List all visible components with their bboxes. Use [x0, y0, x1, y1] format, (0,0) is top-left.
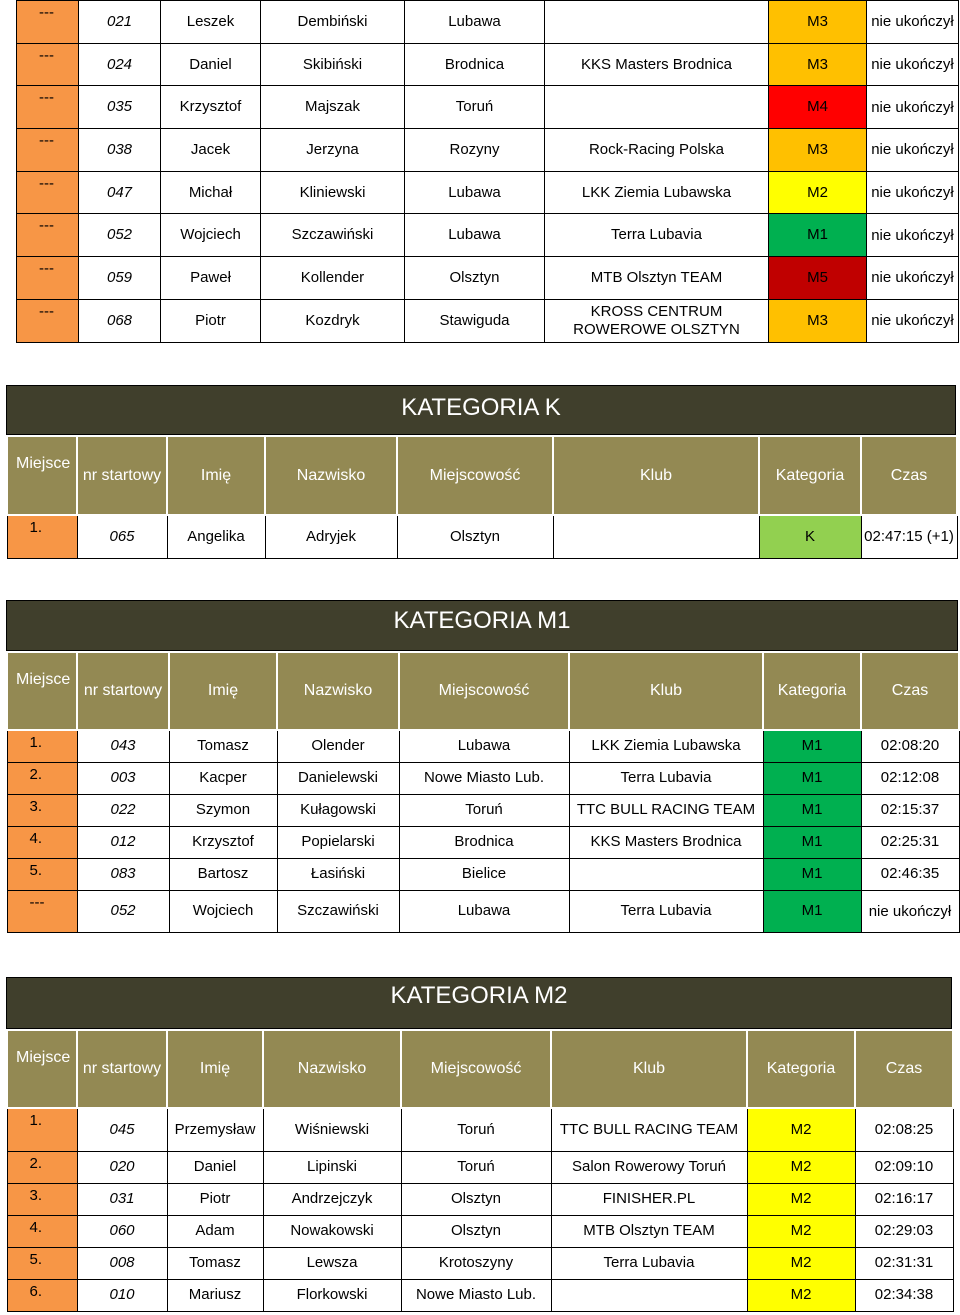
club-cell: LKK Ziemia Lubawska — [545, 171, 769, 214]
time-cell: nie ukończył — [867, 86, 959, 129]
header-first: Imię — [167, 1030, 263, 1108]
last-name-cell: Kozdryk — [261, 299, 405, 342]
club-cell: Terra Lubavia — [569, 890, 763, 932]
start-number-cell: 022 — [77, 794, 169, 826]
first-name-cell: Jacek — [161, 129, 261, 172]
time-cell: 02:25:31 — [861, 826, 959, 858]
club-cell — [545, 86, 769, 129]
header-row — [7, 436, 957, 515]
category-cell: M2 — [747, 1279, 855, 1311]
last-name-cell: Kułagowski — [277, 794, 399, 826]
last-name-cell: Szczawiński — [277, 890, 399, 932]
club-cell: Terra Lubavia — [569, 762, 763, 794]
header-city: Miejscowość — [401, 1030, 551, 1108]
header-nr: nr startowy — [77, 436, 167, 515]
club-cell: TTC BULL RACING TEAM — [551, 1108, 747, 1151]
start-number-cell: 024 — [79, 43, 161, 86]
first-name-cell: Adam — [167, 1215, 263, 1247]
place-cell: --- — [7, 890, 77, 932]
first-name-cell: Krzysztof — [161, 86, 261, 129]
category-cell: M2 — [747, 1247, 855, 1279]
header-club: Klub — [553, 436, 759, 515]
start-number-cell: 065 — [77, 515, 167, 558]
category-cell: M5 — [769, 257, 867, 300]
city-cell: Brodnica — [399, 826, 569, 858]
table-row — [7, 1247, 953, 1279]
header-cat: Kategoria — [759, 436, 861, 515]
category-cell: M3 — [769, 299, 867, 342]
city-cell: Rozyny — [405, 129, 545, 172]
table-row — [17, 1, 959, 44]
start-number-cell: 052 — [77, 890, 169, 932]
start-number-cell: 012 — [77, 826, 169, 858]
start-number-cell: 021 — [79, 1, 161, 44]
time-cell: 02:12:08 — [861, 762, 959, 794]
club-cell: MTB Olsztyn TEAM — [545, 257, 769, 300]
city-cell: Brodnica — [405, 43, 545, 86]
category-cell: M1 — [763, 858, 861, 890]
category-title-k: KATEGORIA K — [6, 385, 956, 435]
time-cell: 02:29:03 — [855, 1215, 953, 1247]
place-cell: --- — [17, 257, 79, 300]
start-number-cell: 008 — [77, 1247, 167, 1279]
first-name-cell: Paweł — [161, 257, 261, 300]
table-row — [7, 858, 959, 890]
results-table-continued — [16, 0, 959, 343]
city-cell: Lubawa — [399, 730, 569, 762]
first-name-cell: Daniel — [161, 43, 261, 86]
time-cell: 02:31:31 — [855, 1247, 953, 1279]
city-cell: Olsztyn — [397, 515, 553, 558]
header-time: Czas — [861, 652, 959, 730]
place-cell: 3. — [7, 794, 77, 826]
results-table-m1 — [6, 651, 960, 933]
table-row — [7, 515, 957, 558]
time-cell: nie ukończył — [867, 43, 959, 86]
place-cell: --- — [17, 1, 79, 44]
city-cell: Lubawa — [399, 890, 569, 932]
start-number-cell: 003 — [77, 762, 169, 794]
club-cell: KKS Masters Brodnica — [545, 43, 769, 86]
start-number-cell: 043 — [77, 730, 169, 762]
club-cell: FINISHER.PL — [551, 1183, 747, 1215]
last-name-cell: Dembiński — [261, 1, 405, 44]
time-cell: 02:16:17 — [855, 1183, 953, 1215]
time-cell: 02:08:25 — [855, 1108, 953, 1151]
club-cell: Salon Rowerowy Toruń — [551, 1151, 747, 1183]
last-name-cell: Majszak — [261, 86, 405, 129]
last-name-cell: Wiśniewski — [263, 1108, 401, 1151]
header-nr: nr startowy — [77, 652, 169, 730]
place-cell: 1. — [7, 515, 77, 558]
city-cell: Nowe Miasto Lub. — [401, 1279, 551, 1311]
category-cell: M3 — [769, 129, 867, 172]
header-nr: nr startowy — [77, 1030, 167, 1108]
place-cell: 1. — [7, 730, 77, 762]
last-name-cell: Popielarski — [277, 826, 399, 858]
table-row — [7, 1279, 953, 1311]
category-cell: M2 — [747, 1108, 855, 1151]
table-row — [17, 129, 959, 172]
first-name-cell: Michał — [161, 171, 261, 214]
city-cell: Toruń — [401, 1108, 551, 1151]
header-city: Miejscowość — [397, 436, 553, 515]
category-cell: M1 — [763, 730, 861, 762]
last-name-cell: Nowakowski — [263, 1215, 401, 1247]
city-cell: Olsztyn — [401, 1183, 551, 1215]
club-cell: Terra Lubavia — [545, 214, 769, 257]
last-name-cell: Danielewski — [277, 762, 399, 794]
time-cell: 02:15:37 — [861, 794, 959, 826]
header-time: Czas — [861, 436, 957, 515]
place-cell: --- — [17, 299, 79, 342]
start-number-cell: 020 — [77, 1151, 167, 1183]
start-number-cell: 038 — [79, 129, 161, 172]
club-cell: Terra Lubavia — [551, 1247, 747, 1279]
header-first: Imię — [167, 436, 265, 515]
club-cell: KROSS CENTRUM ROWEROWE OLSZTYN — [545, 299, 769, 342]
first-name-cell: Krzysztof — [169, 826, 277, 858]
first-name-cell: Leszek — [161, 1, 261, 44]
place-cell: 4. — [7, 826, 77, 858]
club-cell — [551, 1279, 747, 1311]
time-cell: nie ukończył — [867, 1, 959, 44]
header-cat: Kategoria — [763, 652, 861, 730]
start-number-cell: 045 — [77, 1108, 167, 1151]
last-name-cell: Kliniewski — [261, 171, 405, 214]
header-time: Czas — [855, 1030, 953, 1108]
time-cell: nie ukończył — [867, 257, 959, 300]
club-cell: KKS Masters Brodnica — [569, 826, 763, 858]
place-cell: 4. — [7, 1215, 77, 1247]
time-cell: 02:46:35 — [861, 858, 959, 890]
first-name-cell: Angelika — [167, 515, 265, 558]
first-name-cell: Piotr — [167, 1183, 263, 1215]
header-city: Miejscowość — [399, 652, 569, 730]
last-name-cell: Olender — [277, 730, 399, 762]
city-cell: Olsztyn — [401, 1215, 551, 1247]
start-number-cell: 059 — [79, 257, 161, 300]
start-number-cell: 060 — [77, 1215, 167, 1247]
table-row — [7, 1151, 953, 1183]
start-number-cell: 035 — [79, 86, 161, 129]
place-cell: 5. — [7, 858, 77, 890]
place-cell: 2. — [7, 1151, 77, 1183]
time-cell: nie ukończył — [861, 890, 959, 932]
club-cell: Rock-Racing Polska — [545, 129, 769, 172]
place-cell: --- — [17, 214, 79, 257]
table-row — [17, 257, 959, 300]
header-place: Miejsce — [7, 1030, 77, 1108]
start-number-cell: 010 — [77, 1279, 167, 1311]
first-name-cell: Szymon — [169, 794, 277, 826]
city-cell: Nowe Miasto Lub. — [399, 762, 569, 794]
last-name-cell: Lipinski — [263, 1151, 401, 1183]
first-name-cell: Daniel — [167, 1151, 263, 1183]
first-name-cell: Wojciech — [161, 214, 261, 257]
header-last: Nazwisko — [265, 436, 397, 515]
category-cell: M2 — [769, 171, 867, 214]
place-cell: --- — [17, 129, 79, 172]
last-name-cell: Łasiński — [277, 858, 399, 890]
city-cell: Toruń — [401, 1151, 551, 1183]
category-title-m2: KATEGORIA M2 — [6, 977, 952, 1029]
category-cell: M4 — [769, 86, 867, 129]
results-table-k — [6, 435, 958, 559]
city-cell: Bielice — [399, 858, 569, 890]
first-name-cell: Piotr — [161, 299, 261, 342]
table-row — [7, 890, 959, 932]
first-name-cell: Kacper — [169, 762, 277, 794]
category-cell: M1 — [763, 826, 861, 858]
header-row — [7, 652, 959, 730]
start-number-cell: 052 — [79, 214, 161, 257]
place-cell: --- — [17, 43, 79, 86]
time-cell: nie ukończył — [867, 171, 959, 214]
header-club: Klub — [569, 652, 763, 730]
first-name-cell: Bartosz — [169, 858, 277, 890]
club-cell: MTB Olsztyn TEAM — [551, 1215, 747, 1247]
city-cell: Olsztyn — [405, 257, 545, 300]
header-cat: Kategoria — [747, 1030, 855, 1108]
city-cell: Lubawa — [405, 214, 545, 257]
time-cell: 02:08:20 — [861, 730, 959, 762]
place-cell: 1. — [7, 1108, 77, 1151]
last-name-cell: Jerzyna — [261, 129, 405, 172]
category-cell: M1 — [769, 214, 867, 257]
category-cell: M2 — [747, 1215, 855, 1247]
club-cell: TTC BULL RACING TEAM — [569, 794, 763, 826]
club-cell: LKK Ziemia Lubawska — [569, 730, 763, 762]
category-cell: M3 — [769, 43, 867, 86]
table-row — [7, 730, 959, 762]
start-number-cell: 068 — [79, 299, 161, 342]
last-name-cell: Andrzejczyk — [263, 1183, 401, 1215]
category-cell: M1 — [763, 794, 861, 826]
place-cell: 3. — [7, 1183, 77, 1215]
header-row — [7, 1030, 953, 1108]
first-name-cell: Przemysław — [167, 1108, 263, 1151]
last-name-cell: Kollender — [261, 257, 405, 300]
header-place: Miejsce — [7, 652, 77, 730]
city-cell: Lubawa — [405, 171, 545, 214]
start-number-cell: 031 — [77, 1183, 167, 1215]
place-cell: 5. — [7, 1247, 77, 1279]
club-cell — [553, 515, 759, 558]
category-cell: M1 — [763, 890, 861, 932]
time-cell: nie ukończył — [867, 214, 959, 257]
table-row — [17, 214, 959, 257]
first-name-cell: Tomasz — [167, 1247, 263, 1279]
header-last: Nazwisko — [277, 652, 399, 730]
table-row — [17, 171, 959, 214]
first-name-cell: Tomasz — [169, 730, 277, 762]
header-place: Miejsce — [7, 436, 77, 515]
table-row — [7, 1215, 953, 1247]
club-cell — [545, 1, 769, 44]
category-cell: M2 — [747, 1151, 855, 1183]
table-row — [17, 299, 959, 342]
time-cell: 02:47:15 (+1) — [861, 515, 957, 558]
table-row — [7, 1108, 953, 1151]
start-number-cell: 047 — [79, 171, 161, 214]
category-cell: M1 — [763, 762, 861, 794]
category-cell: M2 — [747, 1183, 855, 1215]
last-name-cell: Szczawiński — [261, 214, 405, 257]
first-name-cell: Wojciech — [169, 890, 277, 932]
header-last: Nazwisko — [263, 1030, 401, 1108]
category-cell: K — [759, 515, 861, 558]
last-name-cell: Florkowski — [263, 1279, 401, 1311]
time-cell: nie ukończył — [867, 299, 959, 342]
last-name-cell: Lewsza — [263, 1247, 401, 1279]
last-name-cell: Adryjek — [265, 515, 397, 558]
time-cell: 02:34:38 — [855, 1279, 953, 1311]
place-cell: 2. — [7, 762, 77, 794]
last-name-cell: Skibiński — [261, 43, 405, 86]
category-cell: M3 — [769, 1, 867, 44]
table-row — [7, 826, 959, 858]
city-cell: Krotoszyny — [401, 1247, 551, 1279]
table-row — [7, 762, 959, 794]
table-row — [17, 86, 959, 129]
place-cell: --- — [17, 86, 79, 129]
category-title-m1: KATEGORIA M1 — [6, 600, 958, 651]
city-cell: Toruń — [405, 86, 545, 129]
city-cell: Stawiguda — [405, 299, 545, 342]
table-row — [7, 794, 959, 826]
place-cell: 6. — [7, 1279, 77, 1311]
club-cell — [569, 858, 763, 890]
header-club: Klub — [551, 1030, 747, 1108]
table-row — [7, 1183, 953, 1215]
results-table-m2 — [6, 1029, 954, 1312]
first-name-cell: Mariusz — [167, 1279, 263, 1311]
time-cell: 02:09:10 — [855, 1151, 953, 1183]
header-first: Imię — [169, 652, 277, 730]
time-cell: nie ukończył — [867, 129, 959, 172]
place-cell: --- — [17, 171, 79, 214]
city-cell: Toruń — [399, 794, 569, 826]
start-number-cell: 083 — [77, 858, 169, 890]
city-cell: Lubawa — [405, 1, 545, 44]
table-row — [17, 43, 959, 86]
